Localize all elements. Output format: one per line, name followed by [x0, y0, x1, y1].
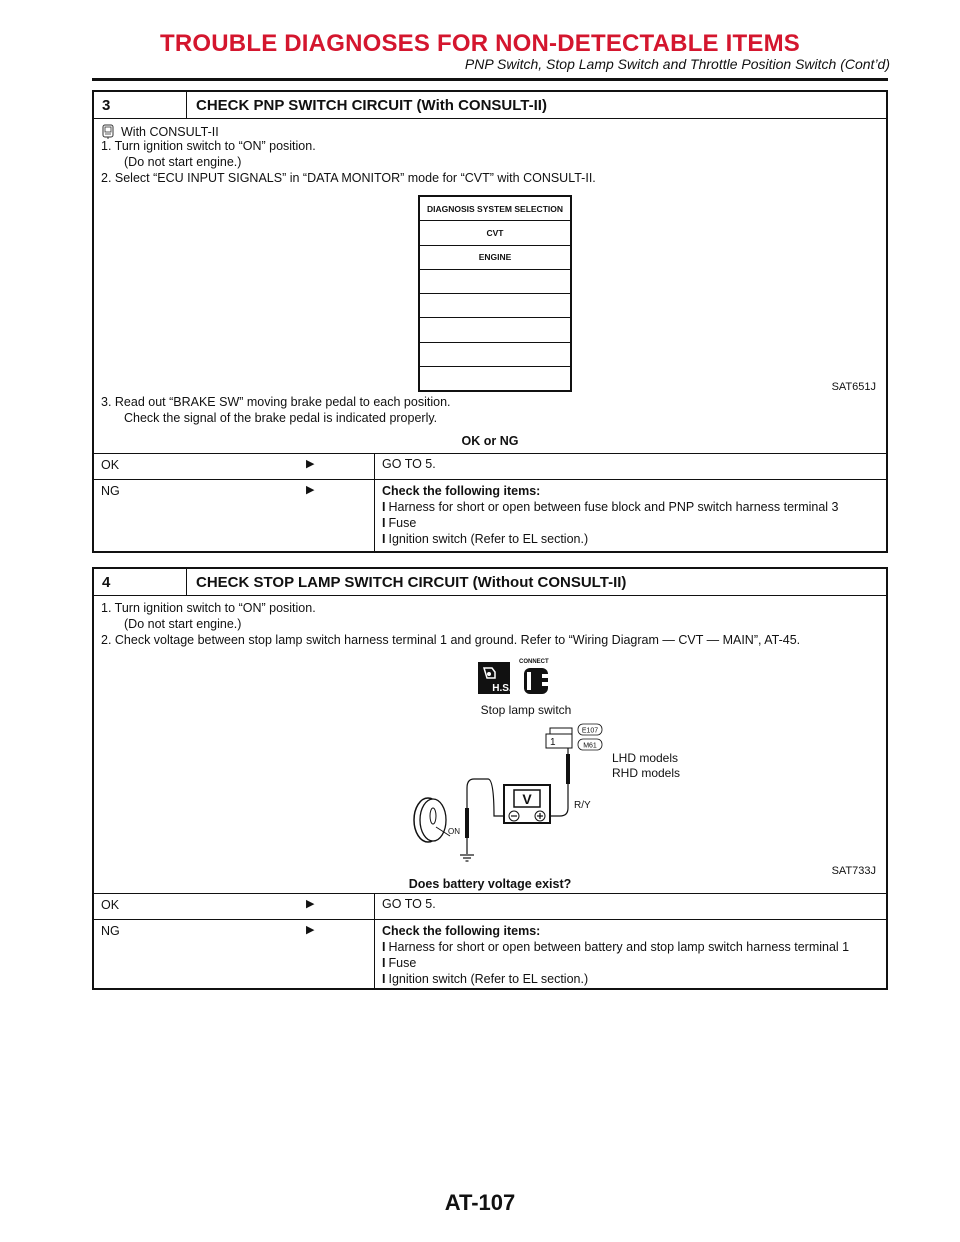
screen-empty-row: [420, 318, 570, 342]
harness-side-icon: [478, 662, 512, 694]
screen-empty-row: [420, 343, 570, 367]
screen-empty-row: [420, 270, 570, 294]
step-title: CHECK STOP LAMP SWITCH CIRCUIT (Without CONSULT-II): [186, 569, 626, 595]
instruction-line: 2. Select “ECU INPUT SIGNALS” in “DATA MONITOR” mode for “CVT” with CONSULT-II.: [101, 171, 596, 185]
instruction-line: Check the signal of the brake pedal is indicated properly.: [124, 411, 438, 425]
step-3-box: [92, 90, 888, 553]
ignition-key-icon: [414, 798, 460, 842]
svg-text:CONNECT: CONNECT: [519, 659, 549, 665]
page-number: AT-107: [444, 1190, 516, 1215]
result-row-ng: [94, 480, 886, 551]
voltage-check-diagram: [364, 658, 614, 870]
instruction-line: 1. Turn ignition switch to “ON” position.: [101, 139, 316, 153]
voltmeter-label: V: [522, 791, 532, 807]
check-item: I Harness for short or open between fuse block and PNP switch harness terminal 3: [382, 500, 839, 514]
arrow-icon: ▶: [306, 898, 315, 910]
result-key: NG: [101, 484, 120, 498]
screen-header: DIAGNOSIS SYSTEM SELECTION: [420, 197, 570, 221]
connector-rhd: M61: [583, 742, 597, 750]
result-action: GO TO 5.: [374, 894, 882, 919]
svg-text:H.S.: H.S.: [492, 683, 512, 694]
check-item: I Fuse: [382, 956, 417, 970]
rhd-label: RHD models: [612, 766, 681, 780]
instruction-line: (Do not start engine.): [124, 617, 242, 631]
step-4-header: [94, 569, 886, 596]
check-item: I Fuse: [382, 516, 417, 530]
check-item: I Ignition switch (Refer to EL section.): [382, 532, 589, 546]
instruction-line: 1. Turn ignition switch to “ON” position.: [101, 601, 316, 615]
step-3-body: [94, 119, 886, 454]
screen-empty-row: [420, 367, 570, 390]
screen-item-cvt: CVT: [420, 221, 570, 245]
header-rule: [92, 78, 888, 81]
arrow-icon: ▶: [306, 924, 315, 936]
consult-label: With CONSULT-II: [121, 125, 219, 139]
step-number: 4: [102, 573, 111, 591]
consult-icon: [101, 124, 115, 140]
step-4-box: [92, 567, 888, 990]
arrow-icon: ▶: [306, 458, 315, 470]
page-subtitle: PNP Switch, Stop Lamp Switch and Throttle Position Switch (Cont’d): [464, 56, 890, 72]
wire-color: R/Y: [574, 800, 591, 811]
connector-lhd: E107: [581, 727, 599, 735]
screen-item-engine: ENGINE: [420, 246, 570, 270]
instruction-line: 3. Read out “BRAKE SW” moving brake pedal to each position.: [101, 395, 451, 409]
result-check-list: [374, 480, 882, 551]
instruction-line: (Do not start engine.): [124, 155, 242, 169]
figure-code: SAT733J: [831, 865, 876, 877]
instruction-line: 2. Check voltage between stop lamp switch harness terminal 1 and ground. Refer to “Wiring Diagram — CVT — MAIN”, AT-45.: [101, 633, 801, 647]
check-item: I Harness for short or open between battery and stop lamp switch harness terminal 1: [382, 940, 850, 954]
step-3-header: [94, 92, 886, 119]
step-4-body: [94, 596, 886, 894]
result-row-ng: [94, 920, 886, 988]
consult-line: [101, 124, 219, 140]
decision-question: OK or NG: [461, 434, 519, 448]
result-key: NG: [101, 924, 120, 938]
result-key: OK: [101, 898, 120, 912]
result-row-ok: [94, 454, 886, 480]
screen-empty-row: [420, 294, 570, 318]
result-row-ok: [94, 894, 886, 920]
lhd-label: LHD models: [612, 751, 679, 765]
check-heading: Check the following items:: [382, 484, 541, 498]
decision-question: Does battery voltage exist?: [408, 877, 572, 891]
consult-screen: [418, 195, 572, 392]
switch-label: Stop lamp switch: [480, 703, 572, 717]
result-key: OK: [101, 458, 120, 472]
step-title: CHECK PNP SWITCH CIRCUIT (With CONSULT-II): [186, 92, 547, 118]
result-action: GO TO 5.: [374, 454, 882, 479]
figure-code: SAT651J: [831, 381, 876, 393]
result-check-list: [374, 920, 882, 988]
connector-icon: [519, 659, 550, 694]
step-number: 3: [102, 96, 111, 114]
page-section-title: TROUBLE DIAGNOSES FOR NON-DETECTABLE ITEMS: [160, 30, 800, 57]
check-item: I Ignition switch (Refer to EL section.): [382, 972, 589, 986]
arrow-icon: ▶: [306, 484, 315, 496]
ignition-label: ON: [448, 827, 460, 836]
check-heading: Check the following items:: [382, 924, 541, 938]
terminal-number: 1: [550, 737, 556, 748]
